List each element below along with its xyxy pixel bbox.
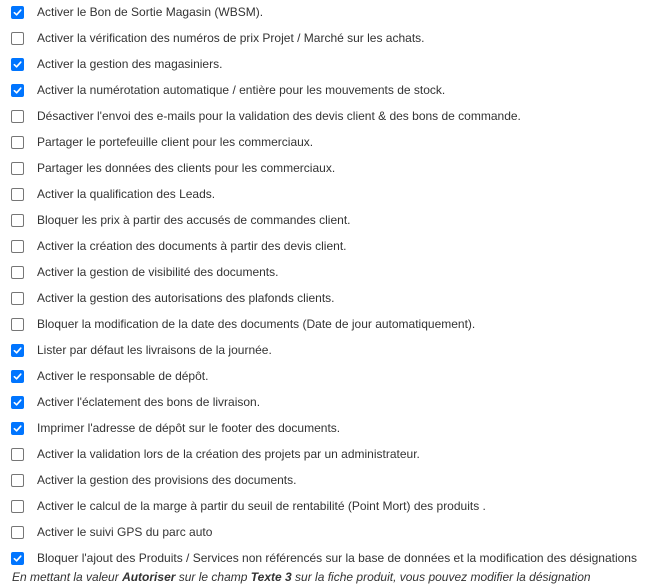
- setting-label: Partager le portefeuille client pour les commerciaux.: [37, 135, 314, 149]
- checkbox-checked[interactable]: [11, 344, 24, 357]
- setting-row[interactable]: [11, 368, 208, 384]
- setting-label: Activer la qualification des Leads.: [37, 187, 216, 201]
- check-icon: [13, 398, 22, 407]
- setting-label: Activer la gestion des autorisations des plafonds clients.: [37, 291, 335, 305]
- check-icon: [13, 372, 22, 381]
- setting-label: Activer la vérification des numéros de prix Projet / Marché sur les achats.: [37, 31, 425, 45]
- checkbox-unchecked[interactable]: [11, 292, 24, 305]
- checkbox-checked[interactable]: [11, 552, 24, 565]
- setting-row[interactable]: [11, 238, 346, 254]
- setting-label: Activer la gestion de visibilité des documents.: [37, 265, 279, 279]
- checkbox-checked[interactable]: [11, 370, 24, 383]
- checkbox-unchecked[interactable]: [11, 162, 24, 175]
- check-icon: [13, 554, 22, 563]
- checkbox-checked[interactable]: [11, 422, 24, 435]
- checkbox-unchecked[interactable]: [11, 136, 24, 149]
- checkbox-unchecked[interactable]: [11, 214, 24, 227]
- setting-label: Activer le Bon de Sortie Magasin (WBSM).: [37, 5, 264, 19]
- setting-row[interactable]: [11, 160, 335, 176]
- checkbox-unchecked[interactable]: [11, 188, 24, 201]
- setting-row[interactable]: [11, 30, 425, 46]
- note-text-3: sur la fiche produit, vous pouvez modifier la désignation: [291, 570, 591, 584]
- note-text-1: En mettant la valeur: [12, 570, 123, 584]
- setting-label: Bloquer les prix à partir des accusés de commandes client.: [37, 213, 351, 227]
- checkbox-unchecked[interactable]: [11, 448, 24, 461]
- setting-row[interactable]: [11, 394, 260, 410]
- note-value: Autoriser: [122, 570, 176, 584]
- setting-row[interactable]: [11, 550, 637, 566]
- note-text-2: sur le champ: [175, 570, 251, 584]
- setting-row[interactable]: [11, 82, 445, 98]
- checkbox-unchecked[interactable]: [11, 474, 24, 487]
- setting-label: Imprimer l'adresse de dépôt sur le footer des documents.: [37, 421, 341, 435]
- setting-label: Désactiver l'envoi des e-mails pour la validation des devis client & des bons de commande.: [37, 109, 521, 123]
- note-field: Texte 3: [250, 570, 292, 584]
- checkbox-unchecked[interactable]: [11, 500, 24, 513]
- setting-row[interactable]: [11, 212, 350, 228]
- setting-label: Partager les données des clients pour les commerciaux.: [37, 161, 336, 175]
- setting-row[interactable]: [11, 290, 335, 306]
- check-icon: [13, 8, 22, 17]
- setting-label: Activer la création des documents à partir des devis client.: [37, 239, 347, 253]
- setting-label: Activer le calcul de la marge à partir du seuil de rentabilité (Point Mort) des produits .: [37, 499, 486, 513]
- setting-row[interactable]: [11, 108, 521, 124]
- setting-label: Activer le responsable de dépôt.: [37, 369, 209, 383]
- setting-label: Activer la gestion des magasiniers.: [37, 57, 223, 71]
- checkbox-unchecked[interactable]: [11, 240, 24, 253]
- setting-label: Activer la numérotation automatique / entière pour les mouvements de stock.: [37, 83, 446, 97]
- setting-row[interactable]: [11, 472, 296, 488]
- setting-row[interactable]: [11, 524, 212, 540]
- setting-row[interactable]: [11, 186, 215, 202]
- setting-label: Activer le suivi GPS du parc auto: [37, 525, 213, 539]
- setting-label: Activer l'éclatement des bons de livraison.: [37, 395, 261, 409]
- check-icon: [13, 346, 22, 355]
- setting-row[interactable]: [11, 420, 340, 436]
- setting-label: Activer la gestion des provisions des documents.: [37, 473, 297, 487]
- setting-row[interactable]: [11, 316, 475, 332]
- checkbox-checked[interactable]: [11, 58, 24, 71]
- setting-row[interactable]: [11, 264, 278, 280]
- setting-label: Activer la validation lors de la création des projets par un administrateur.: [37, 447, 420, 461]
- setting-label: Bloquer la modification de la date des documents (Date de jour automatiquement).: [37, 317, 476, 331]
- check-icon: [13, 86, 22, 95]
- checkbox-unchecked[interactable]: [11, 318, 24, 331]
- checkbox-unchecked[interactable]: [11, 266, 24, 279]
- setting-row[interactable]: [11, 342, 272, 358]
- designation-note: [12, 569, 591, 585]
- check-icon: [13, 424, 22, 433]
- checkbox-unchecked[interactable]: [11, 526, 24, 539]
- checkbox-checked[interactable]: [11, 6, 24, 19]
- checkbox-checked[interactable]: [11, 396, 24, 409]
- setting-row[interactable]: [11, 498, 486, 514]
- checkbox-checked[interactable]: [11, 84, 24, 97]
- checkbox-unchecked[interactable]: [11, 110, 24, 123]
- setting-row[interactable]: [11, 134, 313, 150]
- setting-label: Bloquer l'ajout des Produits / Services non référencés sur la base de données et la modification des désignations: [37, 551, 637, 565]
- checkbox-unchecked[interactable]: [11, 32, 24, 45]
- setting-row[interactable]: [11, 4, 263, 20]
- setting-row[interactable]: [11, 446, 420, 462]
- check-icon: [13, 60, 22, 69]
- setting-row[interactable]: [11, 56, 222, 72]
- setting-label: Lister par défaut les livraisons de la journée.: [37, 343, 272, 357]
